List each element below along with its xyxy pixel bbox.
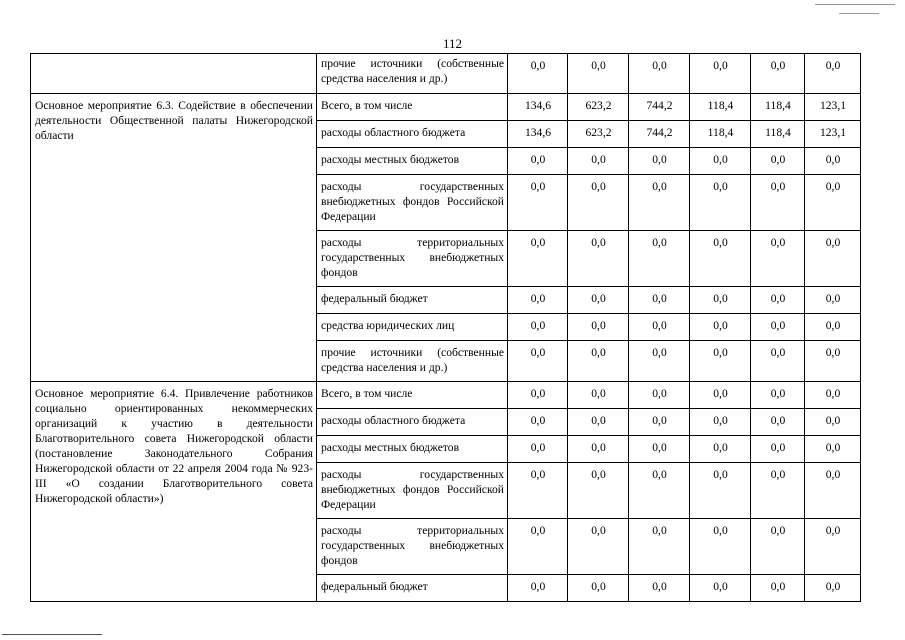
scan-edge-mark — [2, 634, 102, 635]
value-cell: 0,0 — [629, 575, 690, 602]
value-cell: 0,0 — [751, 463, 805, 519]
value-cell: 0,0 — [805, 436, 861, 463]
value-cell: 0,0 — [508, 54, 568, 94]
table-row — [31, 94, 861, 121]
source-cell: расходы территориальных государственных внебюджетных фондов — [317, 519, 508, 575]
table-row — [31, 54, 861, 94]
value-cell: 0,0 — [508, 519, 568, 575]
value-cell: 0,0 — [508, 231, 568, 287]
value-cell: 0,0 — [568, 436, 629, 463]
value-cell: 118,4 — [751, 94, 805, 121]
value-cell: 0,0 — [751, 341, 805, 382]
value-cell: 0,0 — [690, 436, 751, 463]
value-cell: 0,0 — [751, 409, 805, 436]
value-cell: 0,0 — [629, 314, 690, 341]
value-cell: 0,0 — [568, 287, 629, 314]
value-cell: 0,0 — [805, 382, 861, 409]
value-cell: 134,6 — [508, 94, 568, 121]
value-cell: 0,0 — [508, 175, 568, 231]
value-cell: 0,0 — [508, 287, 568, 314]
value-cell: 0,0 — [568, 148, 629, 175]
source-cell: расходы местных бюджетов — [317, 148, 508, 175]
measure-cell — [31, 54, 317, 94]
value-cell: 0,0 — [568, 314, 629, 341]
value-cell: 0,0 — [690, 463, 751, 519]
value-cell: 744,2 — [629, 121, 690, 148]
source-cell: расходы местных бюджетов — [317, 436, 508, 463]
value-cell: 0,0 — [629, 287, 690, 314]
source-cell: расходы государственных внебюджетных фондов Российской Федерации — [317, 175, 508, 231]
value-cell: 0,0 — [508, 463, 568, 519]
value-cell: 0,0 — [751, 382, 805, 409]
value-cell: 0,0 — [568, 175, 629, 231]
value-cell: 0,0 — [690, 175, 751, 231]
value-cell: 0,0 — [805, 519, 861, 575]
value-cell: 0,0 — [751, 436, 805, 463]
value-cell: 0,0 — [805, 148, 861, 175]
source-cell: расходы областного бюджета — [317, 409, 508, 436]
value-cell: 0,0 — [508, 575, 568, 602]
scan-edge-mark — [839, 13, 879, 14]
value-cell: 0,0 — [629, 148, 690, 175]
source-cell: федеральный бюджет — [317, 287, 508, 314]
value-cell: 0,0 — [629, 54, 690, 94]
value-cell: 0,0 — [629, 231, 690, 287]
value-cell: 0,0 — [568, 54, 629, 94]
source-cell: прочие источники (собственные средства населения и др.) — [317, 341, 508, 382]
page-number: 112 — [442, 36, 463, 51]
value-cell: 0,0 — [805, 463, 861, 519]
value-cell: 0,0 — [568, 231, 629, 287]
value-cell: 0,0 — [568, 463, 629, 519]
value-cell: 0,0 — [508, 382, 568, 409]
value-cell: 0,0 — [751, 231, 805, 287]
value-cell: 0,0 — [690, 575, 751, 602]
value-cell: 0,0 — [568, 341, 629, 382]
value-cell: 118,4 — [751, 121, 805, 148]
value-cell: 0,0 — [805, 231, 861, 287]
value-cell: 0,0 — [751, 54, 805, 94]
value-cell: 0,0 — [508, 341, 568, 382]
budget-table — [30, 53, 861, 602]
value-cell: 0,0 — [751, 148, 805, 175]
source-cell: прочие источники (собственные средства населения и др.) — [317, 54, 508, 94]
source-cell: расходы областного бюджета — [317, 121, 508, 148]
value-cell: 0,0 — [508, 148, 568, 175]
value-cell: 0,0 — [629, 175, 690, 231]
value-cell: 0,0 — [690, 148, 751, 175]
value-cell: 0,0 — [629, 409, 690, 436]
value-cell: 123,1 — [805, 121, 861, 148]
value-cell: 623,2 — [568, 121, 629, 148]
value-cell: 0,0 — [751, 314, 805, 341]
value-cell: 0,0 — [805, 575, 861, 602]
value-cell: 0,0 — [805, 287, 861, 314]
value-cell: 0,0 — [629, 436, 690, 463]
value-cell: 0,0 — [508, 314, 568, 341]
source-cell: средства юридических лиц — [317, 314, 508, 341]
value-cell: 0,0 — [751, 175, 805, 231]
value-cell: 0,0 — [690, 382, 751, 409]
source-cell: расходы государственных внебюджетных фондов Российской Федерации — [317, 463, 508, 519]
value-cell: 744,2 — [629, 94, 690, 121]
value-cell: 0,0 — [751, 287, 805, 314]
value-cell: 0,0 — [508, 409, 568, 436]
value-cell: 123,1 — [805, 94, 861, 121]
value-cell: 118,4 — [690, 121, 751, 148]
value-cell: 0,0 — [568, 519, 629, 575]
value-cell: 0,0 — [751, 519, 805, 575]
value-cell: 0,0 — [690, 409, 751, 436]
value-cell: 0,0 — [805, 341, 861, 382]
value-cell: 0,0 — [629, 519, 690, 575]
value-cell: 0,0 — [690, 314, 751, 341]
value-cell: 0,0 — [568, 409, 629, 436]
value-cell: 134,6 — [508, 121, 568, 148]
value-cell: 0,0 — [805, 314, 861, 341]
scan-edge-mark — [815, 4, 895, 5]
measure-cell: Основное мероприятие 6.4. Привлечение работников социально ориентированных некоммерческих организаций к участию в деятельности Благотворительного совета Нижегородской области (постановление Законодательного Собрания Нижегородской области от 22 апреля 2004 года № 923-III «О создании Благотворительного совета Нижегородской области») — [31, 382, 317, 602]
value-cell: 0,0 — [629, 382, 690, 409]
value-cell: 623,2 — [568, 94, 629, 121]
value-cell: 0,0 — [629, 341, 690, 382]
source-cell: Всего, в том числе — [317, 94, 508, 121]
measure-cell: Основное мероприятие 6.3. Содействие в обеспечении деятельности Общественной палаты Нижегородской области — [31, 94, 317, 382]
source-cell: Всего, в том числе — [317, 382, 508, 409]
value-cell: 0,0 — [805, 54, 861, 94]
value-cell: 0,0 — [690, 287, 751, 314]
table-row — [31, 382, 861, 409]
source-cell: расходы территориальных государственных внебюджетных фондов — [317, 231, 508, 287]
value-cell: 0,0 — [805, 409, 861, 436]
value-cell: 0,0 — [690, 519, 751, 575]
value-cell: 0,0 — [690, 231, 751, 287]
value-cell: 0,0 — [690, 341, 751, 382]
value-cell: 0,0 — [568, 382, 629, 409]
value-cell: 0,0 — [751, 575, 805, 602]
value-cell: 0,0 — [629, 463, 690, 519]
value-cell: 0,0 — [508, 436, 568, 463]
value-cell: 0,0 — [568, 575, 629, 602]
source-cell: федеральный бюджет — [317, 575, 508, 602]
value-cell: 118,4 — [690, 94, 751, 121]
value-cell: 0,0 — [690, 54, 751, 94]
value-cell: 0,0 — [805, 175, 861, 231]
